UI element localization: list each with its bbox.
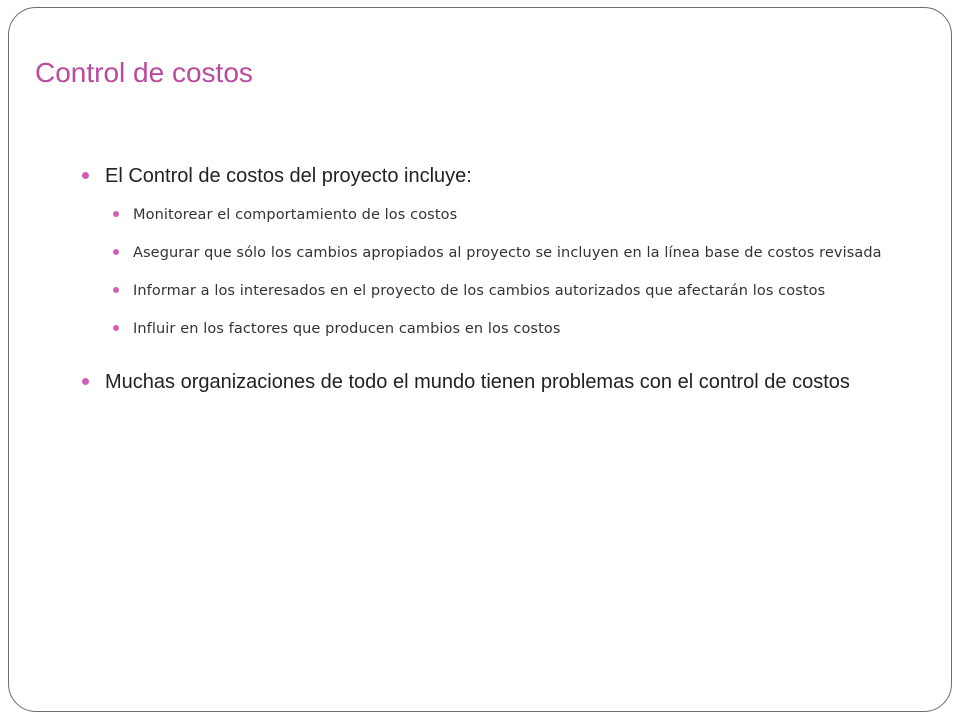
sub-bullet-item (105, 279, 899, 303)
sub-bullet-dot-icon (113, 325, 119, 331)
sub-bullet-dot-icon (113, 249, 119, 255)
sub-bullet-list (105, 203, 899, 341)
sub-bullet-item (105, 241, 899, 265)
bullet-item (79, 369, 899, 395)
slide-title: Control de costos (35, 57, 253, 88)
slide-frame (8, 7, 952, 712)
bullet-list (79, 163, 899, 395)
sub-bullet-item (105, 317, 899, 341)
slide-content (79, 163, 899, 395)
sub-bullet-dot-icon (113, 211, 119, 217)
sub-bullet-text: Monitorear el comportamiento de los costos (133, 207, 458, 223)
bullet-text: El Control de costos del proyecto incluye: (105, 165, 472, 187)
bullet-item (79, 163, 899, 341)
bullet-dot-icon (82, 378, 89, 385)
bullet-text: Muchas organizaciones de todo el mundo tienen problemas con el control de costos (105, 371, 850, 393)
sub-bullet-text: Informar a los interesados en el proyecto de los cambios autorizados que afectarán los costos (133, 283, 826, 299)
sub-bullet-item (105, 203, 899, 227)
bullet-dot-icon (82, 172, 89, 179)
sub-bullet-text: Asegurar que sólo los cambios apropiados al proyecto se incluyen en la línea base de costos revisada (133, 245, 882, 261)
sub-bullet-dot-icon (113, 287, 119, 293)
sub-bullet-text: Influir en los factores que producen cambios en los costos (133, 321, 561, 337)
